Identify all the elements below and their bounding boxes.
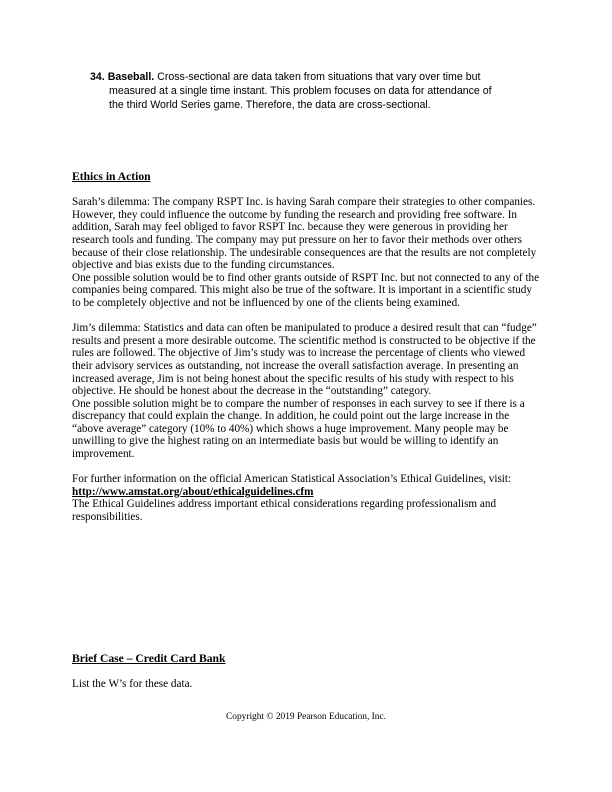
brief-case-heading: Brief Case – Credit Card Bank (72, 652, 226, 665)
brief-case-text: List the W’s for these data. (72, 678, 193, 691)
problem-number: 34. (90, 71, 105, 83)
brief-case-section (72, 653, 542, 691)
ethics-section (72, 171, 542, 524)
problem-title: Baseball. (107, 71, 155, 83)
problem-text-line2: measured at a single time instant. This problem focuses on data for attendance of (109, 85, 492, 97)
ethics-heading: Ethics in Action (72, 170, 151, 183)
jim-dilemma-paragraph: Jim’s dilemma: Statistics and data can often be manipulated to produce a desired result that can “fudge” results and present a more desirable outcome. The scientific method is constructed to be objective if the rules are followed. The objective of Jim’s study was to increase the percentage of clients who viewed their advisory services as outstanding, not increase the overall satisfaction average. In presenting an increased average, Jim is not being honest about the specific results of his study with respect to his objective. He should be honest about the decrease in the “outstanding” category. (72, 322, 537, 398)
problem-text-line1: Cross-sectional are data taken from situations that vary over time but (154, 71, 481, 83)
guidelines-note: The Ethical Guidelines address important ethical considerations regarding professionalism and responsibilities. (72, 498, 497, 524)
ethical-guidelines-link[interactable]: http://www.amstat.org/about/ethicalguidelines.cfm (72, 485, 314, 498)
further-info-text: For further information on the official American Statistical Association’s Ethical Guidelines, visit: (72, 473, 512, 486)
jim-solution-paragraph: One possible solution might be to compare the number of responses in each survey to see if there is a discrepancy that could explain the change. In addition, he could point out the large increase in the “above average” category (10% to 40%) which shows a huge improvement. Many people may be unwilling to give the highest rating on an intermediate basis but would be willing to identify an improvement. (72, 397, 525, 461)
copyright-footer: Copyright © 2019 Pearson Education, Inc. (226, 712, 386, 722)
sarah-solution-paragraph: One possible solution would be to find other grants outside of RSPT Inc. but not connected to any of the companies being compared. This might also be true of the software. It is important in a scientific study to be completely objective and not be influenced by one of the clients being examined. (72, 271, 540, 309)
sarah-dilemma-paragraph: Sarah’s dilemma: The company RSPT Inc. is having Sarah compare their strategies to other companies. However, they could influence the outcome by funding the research and providing free software. In addition, Sarah may feel obliged to favor RSPT Inc. because they were generous in providing her research tools and funding. The company may put pressure on her to favor their methods over others because of their close relationship. The undesirable consequences are that the results are not completely objective and bias exists due to the funding circumstances. (72, 196, 537, 272)
problem-34 (90, 70, 540, 112)
problem-text-line3: the third World Series game. Therefore, the data are cross-sectional. (109, 99, 431, 111)
